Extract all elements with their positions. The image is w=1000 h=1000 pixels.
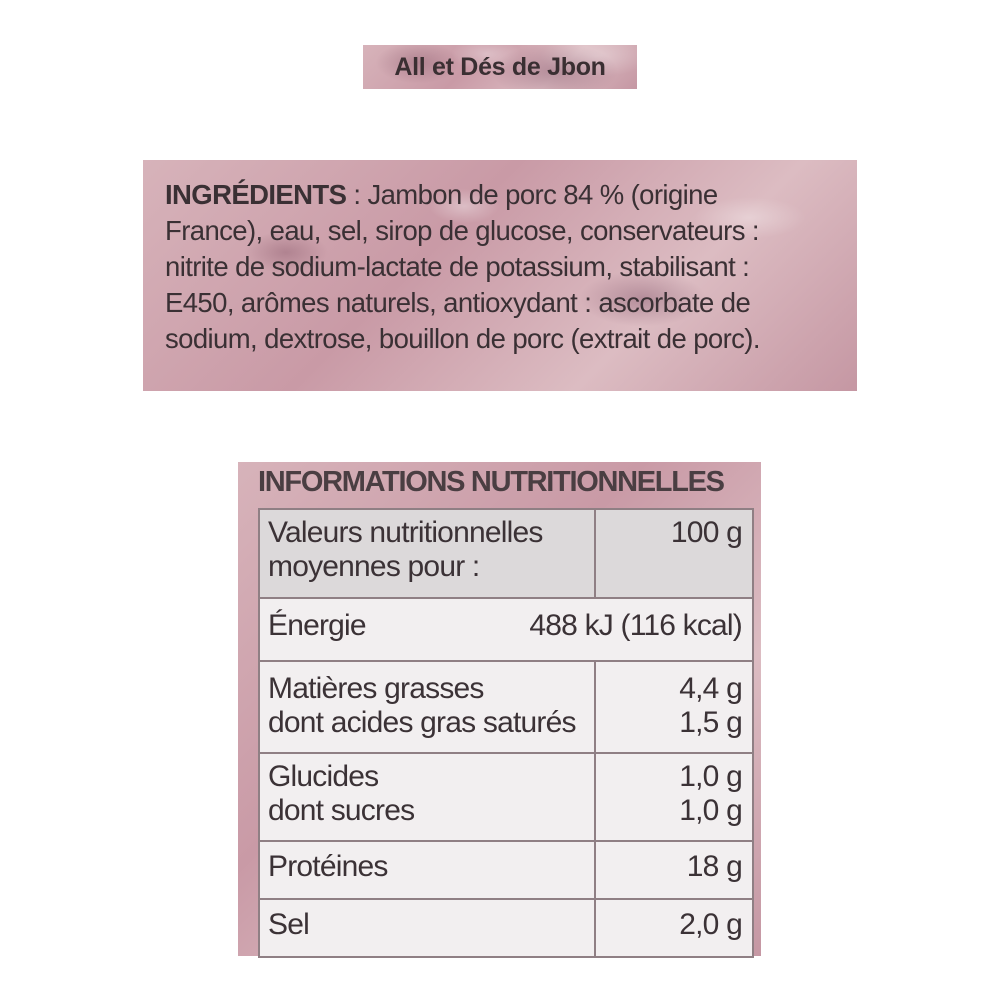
header-value: 100 g: [670, 516, 742, 549]
nutrition-panel: [238, 462, 761, 956]
ingredients-text-1: : Jambon de porc 84 % (origine: [346, 179, 718, 210]
ingredients-label: INGRÉDIENTS: [165, 179, 347, 210]
salt-label: Sel: [268, 908, 309, 941]
carbs-label: Glucides: [268, 760, 379, 793]
header-label-cell: [259, 509, 595, 598]
energy-cell: [259, 598, 753, 661]
salt-value: 2,0 g: [679, 908, 742, 941]
fat-value-cell: [595, 661, 753, 753]
carbs-value: 1,0 g: [679, 760, 742, 793]
ingredients-line-2: France), eau, sel, sirop de glucose, conservateurs :: [165, 215, 759, 246]
header-value-cell: [595, 509, 753, 598]
header-label-line-2: moyennes pour :: [268, 550, 480, 583]
table-row-energy: [259, 598, 753, 661]
energy-label: Énergie: [268, 609, 366, 642]
sugars-value: 1,0 g: [679, 794, 742, 827]
nutrition-table: [258, 508, 754, 958]
saturated-fat-label: dont acides gras saturés: [268, 706, 576, 739]
ingredients-line-1: [165, 177, 847, 213]
table-row-fat: [259, 661, 753, 753]
product-title: All et Dés de Jbon: [394, 52, 606, 81]
carbs-value-cell: [595, 753, 753, 841]
table-row-carbs: [259, 753, 753, 841]
fat-value: 4,4 g: [679, 672, 742, 705]
salt-label-cell: [259, 899, 595, 957]
sugars-label: dont sucres: [268, 794, 415, 827]
saturated-fat-value: 1,5 g: [679, 706, 742, 739]
protein-label: Protéines: [268, 850, 388, 883]
table-row-protein: [259, 841, 753, 899]
header-label-line-1: Valeurs nutritionnelles: [268, 516, 543, 549]
ingredients-line-4: E450, arômes naturels, antioxydant : ascorbate de: [165, 287, 751, 318]
carbs-label-cell: [259, 753, 595, 841]
product-title-label: [363, 45, 637, 89]
fat-label-cell: [259, 661, 595, 753]
salt-value-cell: [595, 899, 753, 957]
protein-value: 18 g: [686, 850, 742, 883]
ingredients-panel: [143, 160, 857, 391]
ingredients-line-3: nitrite de sodium-lactate de potassium, stabilisant :: [165, 251, 750, 282]
nutrition-title: INFORMATIONS NUTRITIONNELLES: [258, 466, 724, 498]
energy-value: 488 kJ (116 kcal): [529, 609, 742, 642]
ingredients-line-5: sodium, dextrose, bouillon de porc (extrait de porc).: [165, 323, 760, 354]
fat-label: Matières grasses: [268, 672, 484, 705]
table-row-salt: [259, 899, 753, 957]
protein-value-cell: [595, 841, 753, 899]
table-header-row: [259, 509, 753, 598]
protein-label-cell: [259, 841, 595, 899]
